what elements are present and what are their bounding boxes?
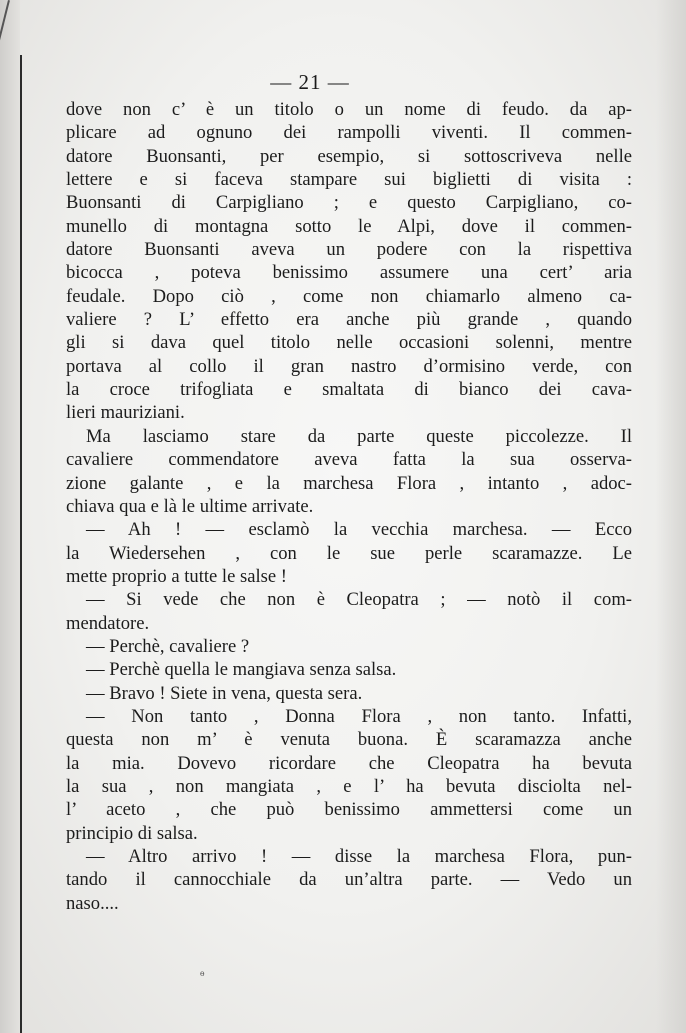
text-line: portava al collo il gran nastro d’ormisino verde, con xyxy=(66,355,632,377)
text-line: — Perchè, cavaliere ? xyxy=(86,635,250,657)
text-line: — Non tanto , Donna Flora , non tanto. Infatti, xyxy=(86,705,632,727)
text-line: — Altro arrivo ! — disse la marchesa Flora, pun- xyxy=(86,846,632,867)
text-line: la Wiedersehen , con le sue perle scaramazze. Le xyxy=(66,542,632,564)
text-line: naso.... xyxy=(66,892,119,914)
text-line: — Si vede che non è Cleopatra ; — notò il com- xyxy=(86,589,632,611)
text-line: valiere ? L’ effetto era anche più grande , quando xyxy=(66,309,632,331)
text-line: Ma lasciamo stare da parte queste piccolezze. Il xyxy=(86,425,632,447)
text-line: chiava qua e là le ultime arrivate. xyxy=(66,495,314,517)
text-line: — Ah ! — esclamò la vecchia marchesa. — Ecco xyxy=(86,519,632,541)
binding-edge-line xyxy=(20,55,22,1033)
page-right-margin-shadow xyxy=(656,0,686,1033)
text-line: mette proprio a tutte le salse ! xyxy=(66,565,287,587)
text-line: la croce trifogliata e smaltata di bianco dei cava- xyxy=(66,379,632,401)
text-line: feudale. Dopo ciò , come non chiamarlo almeno ca- xyxy=(66,285,632,307)
text-line: plicare ad ognuno dei rampolli viventi. Il commen- xyxy=(66,122,632,144)
text-line: questa non m’ è venuta buona. È scaramazza anche xyxy=(66,729,632,751)
text-line: lettere e si faceva stampare sui biglietti di visita : xyxy=(66,169,632,191)
text-line: l’ aceto , che può benissimo ammettersi come un xyxy=(66,799,632,821)
page-left-margin-shadow xyxy=(0,0,20,1033)
text-line: datore Buonsanti aveva un podere con la rispettiva xyxy=(66,239,632,261)
text-line: Buonsanti di Carpigliano ; e questo Carpigliano, co- xyxy=(66,192,632,214)
text-line: bicocca , poteva benissimo assumere una cert’ aria xyxy=(66,262,632,284)
text-line: lieri mauriziani. xyxy=(66,402,185,424)
text-line: dove non c’ è un titolo o un nome di feudo. da ap- xyxy=(66,99,632,120)
text-line: tando il cannocchiale da un’altra parte. — Vedo un xyxy=(66,869,632,891)
body-text xyxy=(66,98,632,915)
text-line: datore Buonsanti, per esempio, si sottoscriveva nelle xyxy=(66,145,632,167)
page-number: — 21 — xyxy=(270,70,350,94)
text-line: zione galante , e la marchesa Flora , intanto , adoc- xyxy=(66,472,632,494)
text-line: gli si dava quel titolo nelle occasioni solenni, mentre xyxy=(66,332,632,354)
text-line: — Perchè quella le mangiava senza salsa. xyxy=(86,659,397,681)
text-line: la mia. Dovevo ricordare che Cleopatra ha bevuta xyxy=(66,752,632,774)
text-line: mendatore. xyxy=(66,612,150,634)
text-line: — Bravo ! Siete in vena, questa sera. xyxy=(86,682,363,704)
text-line: principio di salsa. xyxy=(66,822,198,844)
text-line: la sua , non mangiata , e l’ ha bevuta disciolta nel- xyxy=(66,775,632,797)
text-line: cavaliere commendatore aveva fatta la sua osserva- xyxy=(66,449,632,471)
scan-speck: ɵ xyxy=(200,968,205,978)
text-line: munello di montagna sotto le Alpi, dove il commen- xyxy=(66,215,632,237)
